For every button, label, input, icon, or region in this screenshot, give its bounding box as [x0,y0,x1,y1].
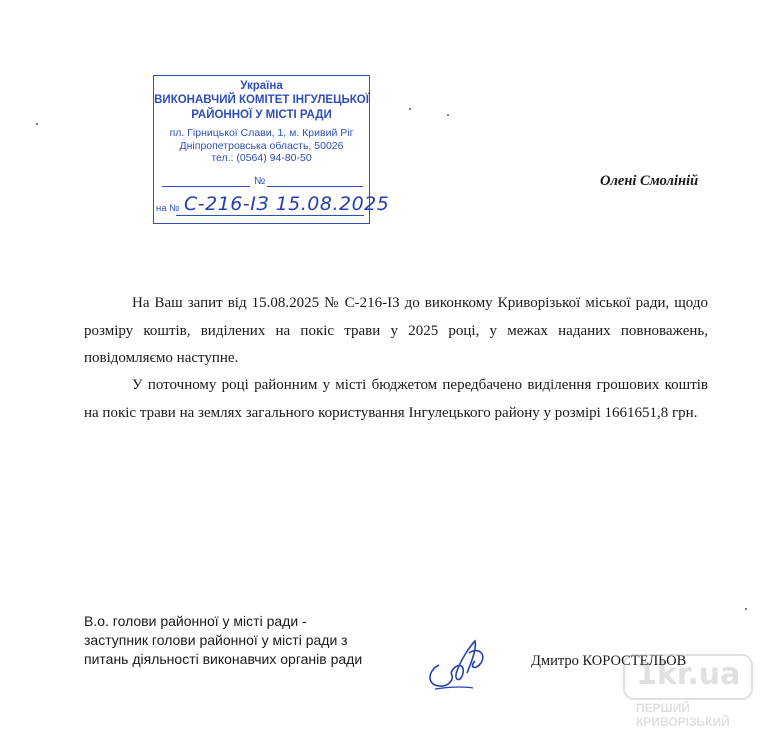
brand-watermark [622,653,757,733]
signer-name: Дмитро КОРОСТЕЛЬОВ [531,653,687,669]
stamp-country: Україна [240,80,283,92]
handwritten-reference: С-216-ІЗ 15.08.2025 [184,193,390,215]
stamp-number-label: № [254,175,266,187]
watermark-line1: ПЕРШИЙ [636,701,690,715]
signature [425,633,505,693]
watermark-brand: 1kr.ua [636,657,741,692]
watermark-line2: КРИВОРІЗЬКИЙ [636,715,730,729]
stamp-org-line2: РАЙОННОЇ У МІСТІ РАДИ [191,109,332,121]
signer-title [84,612,362,669]
stamp-address-line1: пл. Гірницької Слави, 1, м. Кривий Ріг [169,127,354,139]
scan-speck [447,114,449,116]
signer-title-line1: В.о. голови районної у місті ради - [84,613,307,629]
body-paragraph-2: У поточному році районним у місті бюджетом передбачено виділення грошових коштів на покіс трави на землях загального користування Інгулецького району у розмірі 1661651,8 грн. [84,377,708,421]
scan-speck [745,608,747,610]
stamp-number-line [267,186,363,187]
scan-speck [409,108,411,110]
stamp-phone: тел.: (0564) 94-80-50 [211,152,312,164]
stamp-address-line2: Дніпропетровська область, 50026 [179,140,344,152]
signer-title-line3: питань діяльності виконавчих органів ради [84,651,363,667]
stamp-org-line1: ВИКОНАВЧИЙ КОМІТЕТ ІНГУЛЕЦЬКОЇ [154,94,369,106]
body-paragraph-1: На Ваш запит від 15.08.2025 № С-216-ІЗ до виконкому Криворізької міської ради, щодо розміру коштів, виділених на покіс трави у 2025 році, у межах наданих повноважень, повідомляємо наступне. [84,295,708,366]
scan-speck [36,123,38,125]
stamp-reply-line [176,215,364,216]
signer-title-line2: заступник голови районної у місті ради з [84,632,348,648]
stamp-reply-label: на № [156,203,180,214]
stamp-date-line [162,186,250,187]
recipient-name: Олені Смоліній [600,173,699,189]
